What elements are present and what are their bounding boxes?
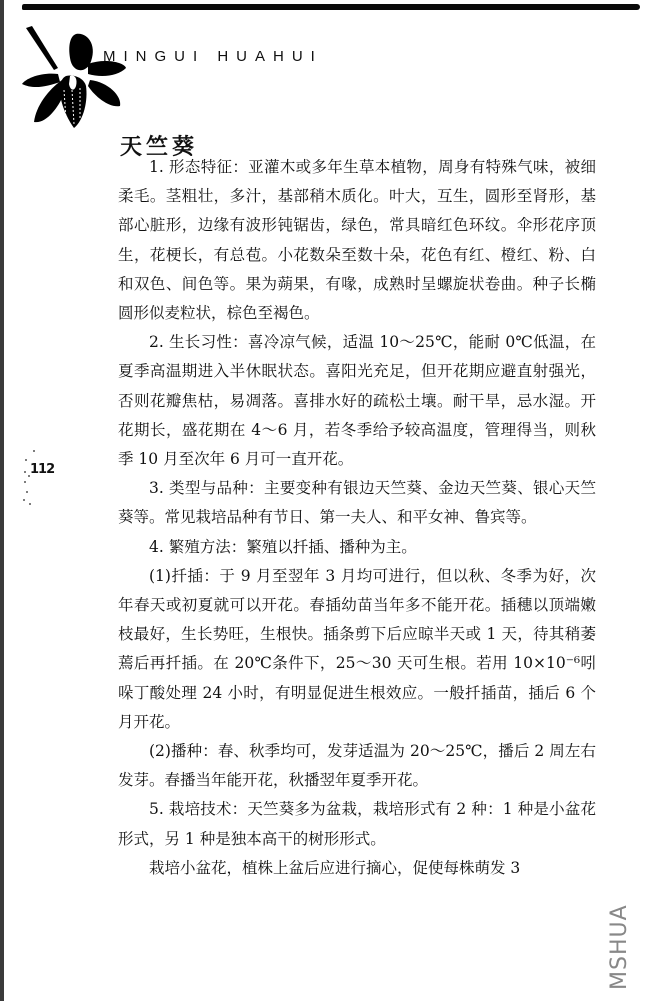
page-number: 112 [30,462,55,477]
paragraph-propagation: 4. 繁殖方法：繁殖以扦插、播种为主。 [149,537,417,556]
running-head: MINGUI HUAHUI [103,48,323,65]
body-text [118,153,596,883]
paragraph-cultivation: 5. 栽培技术：天竺葵多为盆栽，栽培形式有 2 种：1 种是小盆花形式，另 1 种是独本高干的树形形式。 [118,800,596,848]
header-rule [22,4,640,10]
watermark: MSHUA [607,904,632,990]
scan-left-border [0,0,4,1001]
paragraph-morphology: 1. 形态特征：亚灌木或多年生草本植物，周身有特殊气味，被细柔毛。茎粗壮，多汁，基部稍木质化。叶大，互生，圆形至肾形，基部心脏形，边缘有波形钝锯齿，绿色，常具暗红色环纹。伞形花序顶生，花梗长，有总苞。小花数朵至数十朵，花色有红、橙红、粉、白和双色、间色等。果为蒴果，有喙，成熟时呈螺旋状卷曲。种子长椭圆形似麦粒状，棕色至褐色。 [118,158,596,323]
orchid-flower-icon [18,24,128,134]
scan-noise-dots [22,448,38,508]
paragraph-growth-habits: 2. 生长习性：喜冷凉气候，适温 10～25℃，能耐 0℃低温，在夏季高温期进入半休眠状态。喜阳光充足，但开花期应避直射强光，否则花瓣焦枯，易凋落。喜排水好的疏松土壤。耐干旱，忌水湿。开花期长，盛花期在 4～6 月，若冬季给予较高温度，管理得当，则秋季 10 月至次年 6 月可一直开花。 [118,333,596,469]
paragraph-cuttings: (1)扦插：于 9 月至翌年 3 月均可进行，但以秋、冬季为好，次年春天或初夏就可以开花。春插幼苗当年多不能开花。插穗以顶端嫩枝最好，生长势旺，生根快。插条剪下后应晾半天或 1 天，待其稍萎蔫后再扦插。在 20℃条件下，25～30 天可生根。若用 10×10⁻⁶吲哚丁酸处理 24 小时，有明显促进生根效应。一般扦插苗，插后 6 个月开花。 [118,566,596,731]
section-title: 天竺葵 [120,134,199,160]
paragraph-types-varieties: 3. 类型与品种：主要变种有银边天竺葵、金边天竺葵、银心天竺葵等。常见栽培品种有节日、第一夫人、和平女神、鲁宾等。 [118,479,596,527]
paragraph-sowing: (2)播种：春、秋季均可，发芽适温为 20～25℃，播后 2 周左右发芽。春播当年能开花，秋播翌年夏季开花。 [118,742,596,790]
paragraph-small-pot: 栽培小盆花，植株上盆后应进行摘心，促使每株萌发 3 [149,858,521,877]
